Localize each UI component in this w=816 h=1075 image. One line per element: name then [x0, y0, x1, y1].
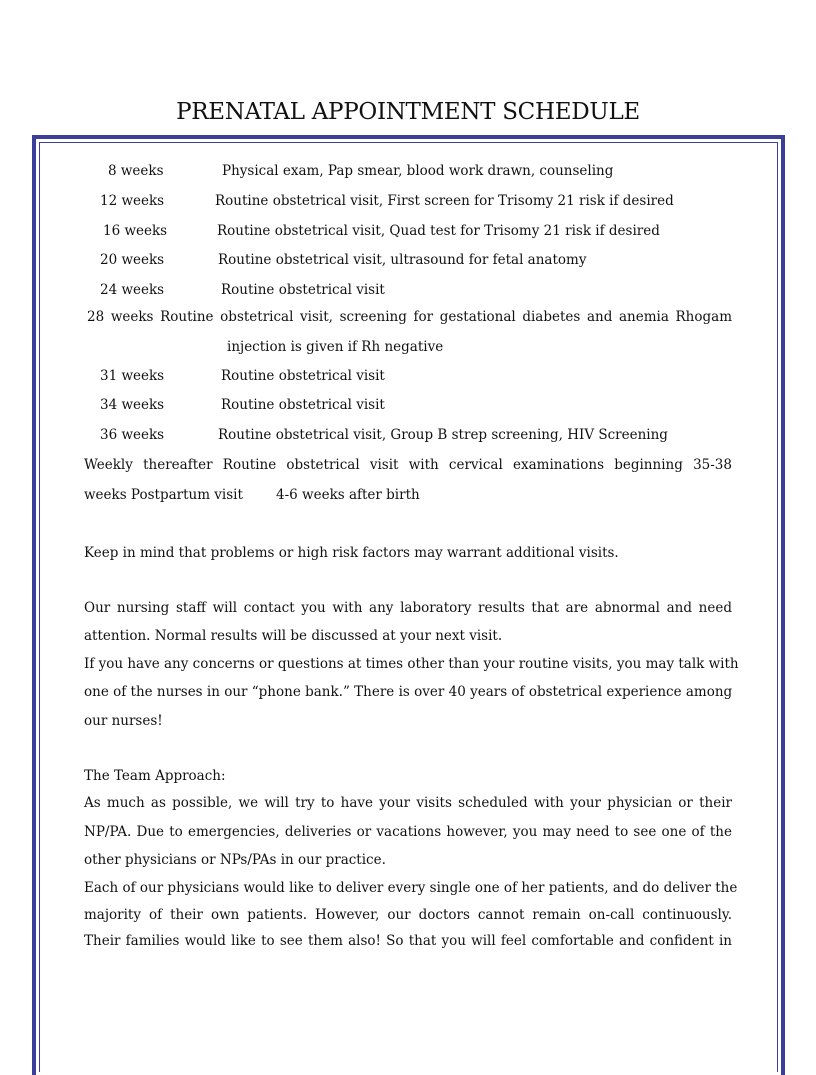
schedule-week: 12 weeks: [100, 193, 165, 209]
section-heading-team-approach: The Team Approach:: [84, 768, 226, 784]
schedule-week: 20 weeks: [100, 252, 165, 268]
schedule-desc: Routine obstetrical visit: [221, 368, 385, 384]
schedule-week: 28 weeks: [87, 309, 154, 325]
page-title: PRENATAL APPOINTMENT SCHEDULE: [176, 99, 640, 125]
schedule-week: 34 weeks: [100, 397, 165, 413]
schedule-row-weekly: [84, 456, 732, 475]
schedule-desc-continuation: injection is given if Rh negative: [227, 339, 444, 355]
schedule-desc: Routine obstetrical visit, First screen for Trisomy 21 risk if desired: [215, 193, 674, 209]
schedule-desc: Routine obstetrical visit: [221, 397, 385, 413]
paragraph-additional-visits: Keep in mind that problems or high risk factors may warrant additional visits.: [84, 545, 619, 561]
schedule-desc: Routine obstetrical visit, ultrasound for fetal anatomy: [218, 252, 587, 268]
schedule-week: 24 weeks: [100, 282, 165, 298]
paragraph-nursing-line: attention. Normal results will be discussed at your next visit.: [84, 628, 503, 644]
paragraph-team-line: other physicians or NPs/PAs in our practice.: [84, 852, 386, 868]
schedule-desc: Routine obstetrical visit, Quad test for Trisomy 21 risk if desired: [217, 223, 660, 239]
schedule-desc: Routine obstetrical visit: [221, 282, 385, 298]
schedule-week: 31 weeks: [100, 368, 165, 384]
schedule-desc: Routine obstetrical visit, Group B strep screening, HIV Screening: [218, 427, 668, 443]
paragraph-deliver-line: Their families would like to see them also! So that you will feel comfortable and confident in: [84, 933, 732, 949]
schedule-desc: Routine obstetrical visit with cervical examinations beginning 35-38: [222, 457, 732, 473]
schedule-desc: Routine obstetrical visit, screening for gestational diabetes and anemia Rhogam: [160, 309, 733, 325]
schedule-week: 8 weeks: [108, 163, 164, 179]
paragraph-deliver-line: Each of our physicians would like to deliver every single one of her patients, and do deliver the: [84, 880, 738, 896]
schedule-week: 16 weeks: [103, 223, 168, 239]
schedule-desc: Physical exam, Pap smear, blood work drawn, counseling: [222, 163, 614, 179]
paragraph-team-line: NP/PA. Due to emergencies, deliveries or vacations however, you may need to see one of the: [84, 824, 732, 840]
schedule-week: Weekly thereafter: [84, 457, 213, 473]
schedule-desc-continuation: 4-6 weeks after birth: [276, 487, 420, 503]
paragraph-concerns-line: If you have any concerns or questions at times other than your routine visits, you may talk with: [84, 656, 739, 672]
paragraph-team-line: As much as possible, we will try to have your visits scheduled with your physician or their: [84, 795, 732, 811]
schedule-desc-continuation: weeks Postpartum visit: [84, 487, 243, 503]
paragraph-concerns-line: our nurses!: [84, 713, 163, 729]
paragraph-concerns-line: one of the nurses in our “phone bank.” There is over 40 years of obstetrical experience among: [84, 684, 733, 700]
schedule-row-28-weeks: [87, 308, 732, 327]
paragraph-deliver-line: majority of their own patients. However, our doctors cannot remain on-call continuously.: [84, 907, 732, 923]
schedule-week: 36 weeks: [100, 427, 165, 443]
paragraph-nursing-line: Our nursing staff will contact you with any laboratory results that are abnormal and need: [84, 600, 732, 616]
